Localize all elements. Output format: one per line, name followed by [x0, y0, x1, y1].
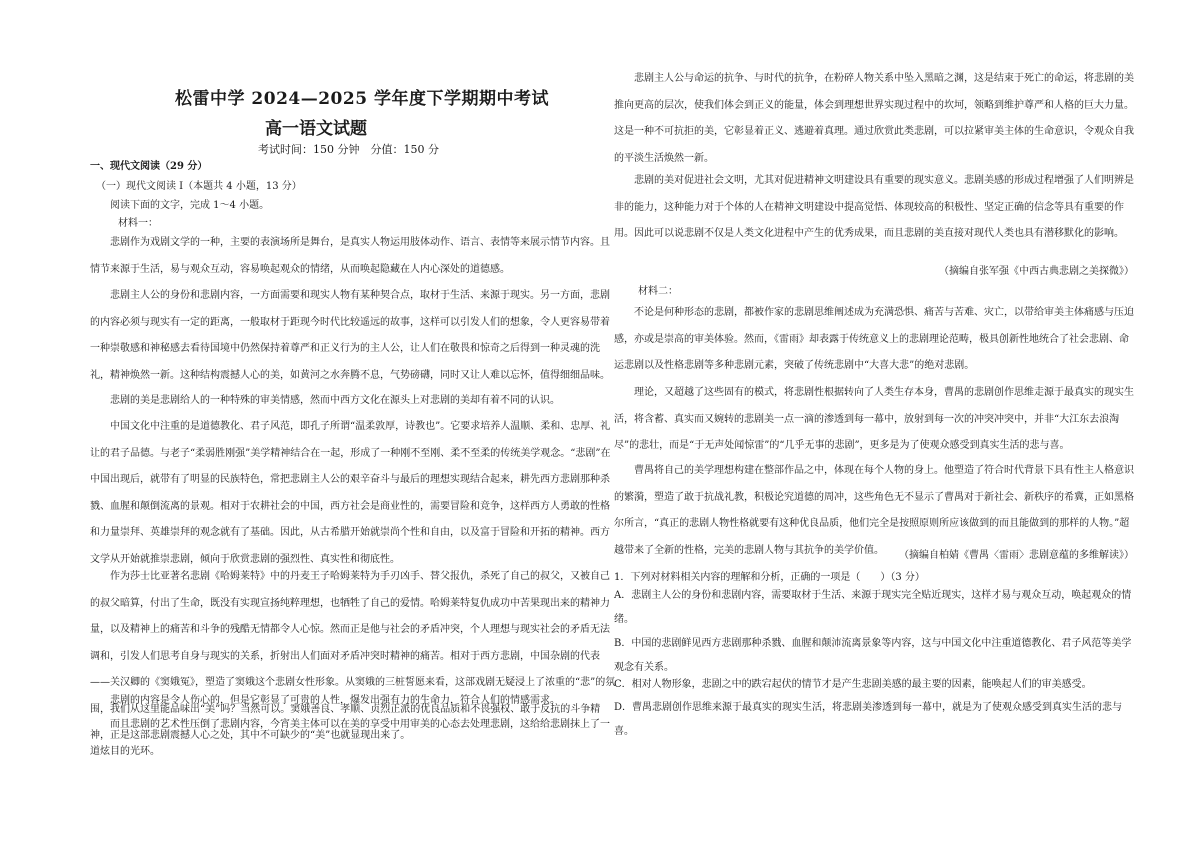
paragraph: 曹禺将自己的美学理想构建在整部作品之中，体现在每个人物的身上。他塑造了符合时代背景下具有性主人格意识的繁漪，塑造了敢于抗战礼教，积极论究道德的周冲，这些角色无不显示了曹禺对于新社会、新秩序的希冀，正如黑格尔所言，“真正的悲剧人物性格就要有这种优良品质，他们完全是按照原则所应该做到的而且能做到的那样的人物。”超越带来了全新的性格，完美的悲剧人物与其抗争的美学价值。: [614, 465, 1134, 556]
option-d: D．曹禺悲剧创作思维来源于最真实的现实生活，将悲剧美渗透到每一幕中，就是为了使观众感受到真实生活的悲与喜。: [614, 702, 1123, 737]
material-2-label: 材料二：: [638, 286, 678, 297]
section-heading: 一、现代文阅读（29 分）: [90, 161, 208, 172]
paragraph: 中国文化中注重的是道德教化、君子风范，即孔子所谓“温柔敦厚，诗教也”。它要求培养人温顺、柔和、忠厚、礼让的君子品德。与老子“柔弱胜刚强”美学精神结合在一起，形成了一种刚不至刚、柔不至柔的传统美学观念。“悲剧”在中国出现后，就带有了明显的民族特色，常把悲剧主人公的艰辛奋斗与最后的理想实现结合起来，耕先西方悲剧那种杀戮、血腥和颠倒流离的景观。相对于农耕社会的中国，西方社会是商业性的，需要冒险和竞争，这样西方人勇敢的性格和力量崇拜、英雄崇拜的观念就有了基础。因此，从古希腊开始就崇尚个性和自由，以及富于冒险和开拓的精神。西方文学从开始就推崇悲剧，倾向于欣赏悲剧的强烈性、真实性和彻底性。: [90, 421, 611, 565]
paragraph: 作为莎士比亚著名悲剧《哈姆莱特》中的丹麦王子哈姆莱特为手刃凶手、替父报仇，杀死了自己的叔父，又被自己的叔父暗算，付出了生命，既没有实现宣扬纯粹理想，也牺牲了自己的爱情。哈姆莱特复仇成功中苦果现出来的精神力量，以及精神上的痛苦和斗争的残酷无情都令人心惊。然而正是他与社会的矛盾冲突，个人理想与现实社会的矛盾无法调和，引发人们思考自身与现实的关系，折射出人们面对矛盾冲突时精神的痛苦。相对于西方悲剧，中国杂剧的代表——关汉卿的《窦娥冤》，塑造了窦娥这个悲剧女性形象。从窦娥的三桩誓愿来看，这部戏剧无疑浸上了浓重的“悲”的氛围，我们从这里能品味出“美”吗？当然可以。窦娥善良、孝顺、贞烈正派的优良品质和不畏强权、敢于反抗的斗争精神，正是这部悲剧震撼人心之处，其中不可缺少的“美”也就显现出来了。: [90, 571, 616, 741]
exam-info: 考试时间：150 分钟 分值：150 分: [258, 143, 439, 156]
material-1-label: 材料一：: [118, 218, 158, 229]
paragraph: 悲剧的美对促进社会文明，尤其对促进精神文明建设具有重要的现实意义。悲剧美感的形成过程增强了人们明辨是非的能力，这种能力对于个体的人在精神文明建设中提高觉悟、体现较高的积极性、坚定正确的信念等具有重要的作用。因此可以说悲剧不仅是人类文化进程中产生的优秀成果，而且悲剧的美直接对现代人类也具有潜移默化的影响。: [614, 175, 1134, 239]
subsection-heading: （一）现代文阅读 I（本题共 4 小题，13 分）: [96, 181, 302, 192]
instruction: 阅读下面的文字，完成 1～4 小题。: [110, 200, 270, 211]
option-a: A．悲剧主人公的身份和悲剧内容，需要取材于生活、来源于现实完全贴近现实，这样才易与观众互动，唤起观众的情绪。: [614, 590, 1132, 625]
paragraph: 悲剧主人公与命运的抗争、与时代的抗争，在粉碎人物关系中坠入黑暗之渊，这是结束于死亡的命运，将悲剧的美推向更高的层次，使我们体会到正义的能量，体会到理想世界实现过程中的坎坷，领略到维护尊严和人格的巨大力量。这是一种不可抗拒的美，它彰显着正义、逃避着真理。通过欣赏此类悲剧，可以拉紧审美主体的生命意识，令观众自我的平淡生活焕然一新。: [614, 73, 1134, 164]
exam-subtitle: 高一语文试题: [265, 119, 367, 139]
paragraph: 悲剧的内容是令人伤心的，但是它彰显了可贵的人性，爆发出强有力的生命力，符合人们的情感需求。: [110, 695, 560, 706]
paragraph: 悲剧的美是悲剧给人的一种特殊的审美情感，然而中西方文化在源头上对悲剧的美却有着不同的认识。: [110, 395, 560, 406]
exam-title: 松雷中学 2024—2025 学年度下学期期中考试: [175, 89, 549, 109]
paragraph: 悲剧主人公的身份和悲剧内容，一方面需要和现实人物有某种契合点，取材于生活、来源于现实。另一方面，悲剧的内容必须与现实有一定的距离，一般取材于距现今时代比较遥远的故事，这样可以引发人们的想象，令人更容易带着一种崇敬感和神秘感去看待国境中仍然保持着尊严和正义行为的主人公，让人们在敬畏和惊奇之后得到一种灵魂的洗礼，精神焕然一新。这种结构震撼人心的美，如黄河之水奔腾不息，气势磅礴，同时又让人难以忘怀，值得细细品味。: [90, 290, 610, 381]
question-1: 1．下列对材料相关内容的理解和分析，正确的一项是（ ）（3 分）: [614, 572, 925, 583]
source-citation: （摘编自张军强《中西古典悲剧之美探微》）: [939, 266, 1134, 277]
paragraph: 不论是何种形态的悲剧，都被作家的悲剧思维阐述成为充满恐惧、痛苦与苦难、灾亡，以带给审美主体痛感与压迫感，亦或是崇高的审美体验。然而，《雷雨》却表露于传统意义上的悲剧理论范畴，极具创新性地统合了社会悲剧、命运悲剧以及性格悲剧等多种悲剧元素，突破了传统悲剧中“大喜大悲”的绝对悲剧。: [614, 307, 1134, 371]
option-c: C．相对人物形象，悲剧之中的跌宕起伏的情节才是产生悲剧美感的最主要的因素，能唤起人们的审美感受。: [614, 679, 1092, 690]
source-citation: （摘编自柏婧《曹禺〈雷雨〉悲剧意蕴的多维解读》）: [899, 550, 1134, 561]
paragraph: 悲剧作为戏剧文学的一种，主要的表演场所是舞台，是真实人物运用肢体动作、语言、表情等来展示情节内容。且情节来源于生活，易与观众互动，容易唤起观众的情绪，从而唤起隐藏在人内心深处的道德感。: [90, 237, 610, 275]
paragraph: 理论，又超越了这些固有的模式，将悲剧性根据转向了人类生存本身，曹禺的悲剧创作思维走源于最真实的现实生活，将含蓄、真实而又婉转的悲剧美一点一滴的渗透到每一幕中，放射到每一次的冲突冲突中，并非“大江东去浪淘尽”的悲壮，而是“于无声处闻惊雷”的“几乎无事的悲剧”，更多是为了使观众感受到真实生活的悲与喜。: [614, 387, 1134, 451]
option-b: B．中国的悲剧鲜见西方悲剧那种杀戮、血腥和颠沛流离景象等内容，这与中国文化中注重道德教化、君子风范等美学观念有关系。: [614, 638, 1132, 673]
paragraph: 而且悲剧的艺术性压倒了悲剧内容，今宵美主体可以在美的享受中用审美的心态去处理悲剧，这给给悲剧抹上了一道炫目的光环。: [90, 719, 610, 757]
